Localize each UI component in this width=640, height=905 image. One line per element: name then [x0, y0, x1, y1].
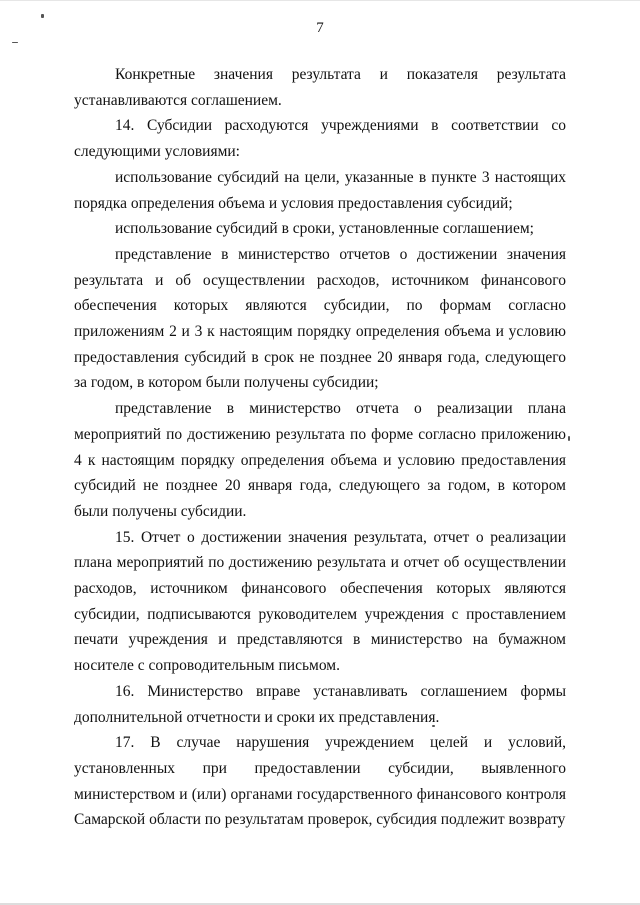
paragraph-14-condition-terms: использование субсидий в сроки, установленные соглашением; [115, 220, 534, 238]
paragraph-15: 15. Отчет о достижении значения результата, отчет о реализации плана мероприятий по достижению результата и отчет об осуществлении расходов, источником финансового обеспечения которых являются субсидии, подписываются руководителем учреждения с проставлением печати учреждения и представляются в министерство на бумажном носителе с сопроводительным письмом. [74, 528, 566, 675]
document-body [74, 62, 566, 833]
paragraph-16: 16. Министерство вправе устанавливать соглашением формы дополнительной отчетности и сроки их представления. [74, 682, 566, 726]
scan-speck [12, 42, 18, 43]
scan-speck [568, 436, 570, 441]
paragraph-17: 17. В случае нарушения учреждением целей и условий, установленных при предоставлении субсидии, выявленного министерством и (или) органами государственного финансового контроля Самарской области по результатам проверок, субсидия подлежит возврату [74, 734, 566, 829]
paragraph-14-condition-reports: представление в министерство отчетов о достижении значения результата и об осуществлении расходов, источником финансового обеспечения которых являются субсидии, по формам согласно приложениям 2 и 3 к настоящим порядку определения объема и условию предоставления субсидий в срок не позднее 20 января года, следующего за годом, в котором были получены субсидии; [74, 245, 566, 392]
scan-top-edge [0, 0, 640, 1]
paragraph-14-heading: 14. Субсидии расходуются учреждениями в соответствии со следующими условиями: [74, 117, 566, 161]
paragraph-14-condition-purpose: использование субсидий на цели, указанные в пункте 3 настоящих порядка определения объема и условия предоставления субсидий; [74, 168, 566, 212]
scan-speck [41, 14, 44, 18]
page-number: 7 [316, 20, 324, 36]
paragraph-14-condition-plan-report: представление в министерство отчета о реализации плана мероприятий по достижению результата по форме согласно приложению 4 к настоящим порядку определения объема и условию предоставления субсидий не позднее 20 января года, следующего за годом, в котором были получены субсидии. [74, 400, 566, 520]
paragraph-results-agreement: Конкретные значения результата и показателя результата устанавливаются соглашением. [74, 66, 566, 109]
